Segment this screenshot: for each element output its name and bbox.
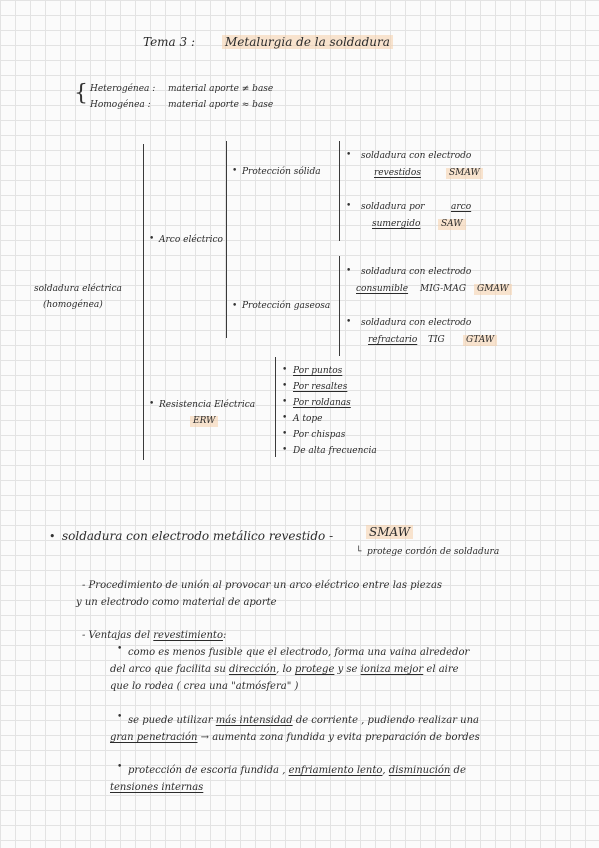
tree-solida: Protección sólida — [242, 167, 321, 177]
v1-direccion: dirección — [228, 664, 277, 675]
v3-disminucion: disminución — [388, 765, 451, 776]
v2-penetracion: gran penetración — [110, 732, 198, 743]
bullet: • — [346, 201, 352, 211]
procedure-line2: y un electrodo como material de aporte — [76, 597, 277, 608]
tree-arco-bracket — [226, 141, 227, 338]
title-tema: Tema 3 : — [143, 35, 196, 49]
type-heterogenea-label: Heterogénea : — [90, 84, 156, 94]
tree-solida-bracket — [339, 141, 340, 241]
mig-gmaw: GMAW — [474, 284, 512, 295]
list-item: A tope — [293, 414, 323, 424]
tig-gtaw: GTAW — [463, 335, 497, 346]
section-subnote: protege cordón de soldadura — [367, 547, 500, 557]
bullet: • — [346, 317, 352, 327]
bullet: • — [282, 365, 288, 375]
smaw-revestidos: revestidos — [374, 168, 421, 178]
v2-text: → aumenta zona fundida y evita preparación de bordes — [200, 732, 480, 743]
ventajas-colon: : — [222, 630, 227, 641]
list-item: Por chispas — [293, 430, 346, 440]
bullet: • — [49, 530, 56, 543]
v2-text: de corriente , pudiendo realizar una — [295, 715, 480, 726]
list-item: Por roldanas — [293, 398, 351, 408]
ventaja1-line3: que lo rodea ( crea una "atmósfera" ) — [110, 681, 299, 692]
bullet: • — [117, 712, 123, 722]
ventaja3-line1 — [128, 762, 466, 779]
bullet: • — [117, 762, 123, 772]
smaw-line1: soldadura con electrodo — [361, 151, 472, 161]
list-item: Por resaltes — [293, 382, 348, 392]
tree-resistencia-tag: ERW — [190, 416, 218, 427]
list-item: Por puntos — [293, 366, 343, 376]
tig-line1: soldadura con electrodo — [361, 318, 472, 328]
tig-tag: TIG — [428, 335, 445, 345]
tree-root: soldadura eléctrica — [34, 284, 122, 294]
bullet: • — [282, 445, 288, 455]
v1-text: el aire — [426, 664, 459, 675]
bullet: • — [346, 266, 352, 276]
bullet: • — [149, 399, 155, 409]
tig-refractario: refractario — [368, 335, 418, 345]
v3-text: de — [453, 765, 466, 776]
ventaja2-line2 — [110, 729, 480, 746]
tree-arco: Arco eléctrico — [159, 235, 223, 245]
bullet: • — [282, 397, 288, 407]
bullet: • — [346, 150, 352, 160]
page-title: Metalurgia de la soldadura — [222, 35, 393, 49]
tree-gaseosa: Protección gaseosa — [242, 301, 331, 311]
heading-arrow: └ — [356, 547, 362, 557]
section-heading: soldadura con electrodo metálico revestido - — [62, 529, 334, 543]
mig-tag: MIG-MAG — [420, 284, 467, 294]
v1-text: del arco que facilita su — [110, 664, 226, 675]
v1-ioniza: ioniza mejor — [360, 664, 424, 675]
ventajas-prefix: - Ventajas del — [82, 630, 151, 641]
bullet: • — [232, 301, 238, 311]
v1-text: , lo — [276, 664, 292, 675]
ventaja1-line1: como es menos fusible que el electrodo, forma una vaina alrededor — [128, 647, 470, 658]
smaw-tag: SMAW — [446, 168, 483, 179]
mig-consumible: consumible — [356, 284, 409, 294]
v3-text: protección de escoria fundida , — [128, 765, 286, 776]
ventaja2-line1 — [128, 712, 479, 729]
type-homogenea-text: material aporte ≈ base — [168, 100, 274, 110]
v2-intensidad: más intensidad — [215, 715, 293, 726]
ventajas-word: revestimiento — [153, 630, 223, 641]
v1-text: y se — [337, 664, 358, 675]
bullet: • — [282, 381, 288, 391]
type-heterogenea-text: material aporte ≠ base — [168, 84, 274, 94]
saw-arco: arco — [451, 202, 472, 212]
section-heading-tag: SMAW — [366, 525, 413, 539]
v3-enfriamiento: enfriamiento lento — [288, 765, 383, 776]
tree-resistencia-bracket — [275, 357, 276, 457]
bullet: • — [232, 166, 238, 176]
v1-protege: protege — [294, 664, 335, 675]
bullet: • — [117, 644, 123, 654]
bullet: • — [282, 429, 288, 439]
v2-text: se puede utilizar — [128, 715, 213, 726]
types-brace: { — [74, 81, 88, 106]
procedure-line1: - Procedimiento de unión al provocar un arco eléctrico entre las piezas — [82, 580, 443, 591]
saw-tag: SAW — [438, 219, 466, 230]
list-item: De alta frecuencia — [293, 446, 377, 456]
tree-root-note: (homogénea) — [43, 300, 103, 310]
tree-root-bracket — [143, 144, 144, 460]
tree-gaseosa-bracket — [339, 256, 340, 356]
mig-line1: soldadura con electrodo — [361, 267, 472, 277]
tree-resistencia: Resistencia Eléctrica — [159, 400, 256, 410]
ventajas-line — [82, 627, 226, 644]
bullet: • — [149, 234, 155, 244]
bullet: • — [282, 413, 288, 423]
type-homogenea-label: Homogénea : — [90, 100, 151, 110]
ventaja1-line2 — [110, 661, 459, 678]
v3-text: , — [382, 765, 386, 776]
saw-line1: soldadura por — [361, 202, 425, 212]
saw-sumergido: sumergido — [372, 219, 421, 229]
ventaja3-line2: tensiones internas — [110, 782, 204, 793]
